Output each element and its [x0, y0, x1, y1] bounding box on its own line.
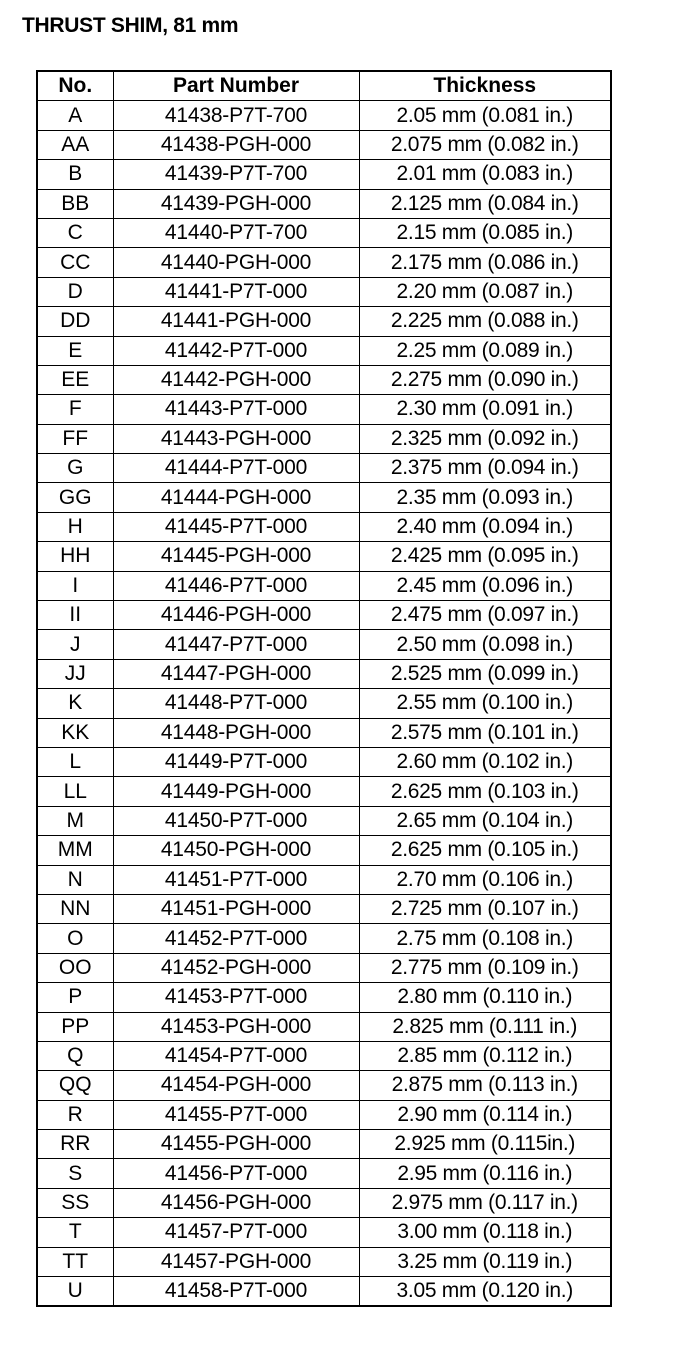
table-row: [37, 512, 611, 541]
cell-thickness: 2.425 mm (0.095 in.): [359, 542, 611, 571]
cell-part-number: 41450-P7T-000: [113, 806, 359, 835]
cell-part-number: 41451-PGH-000: [113, 894, 359, 923]
cell-part-number: 41443-P7T-000: [113, 395, 359, 424]
cell-thickness: 2.475 mm (0.097 in.): [359, 601, 611, 630]
cell-thickness: 2.725 mm (0.107 in.): [359, 894, 611, 923]
cell-part-number: 41442-P7T-000: [113, 336, 359, 365]
column-header-no: No.: [37, 71, 113, 101]
cell-no: A: [37, 101, 113, 130]
cell-part-number: 41456-P7T-000: [113, 1159, 359, 1188]
cell-no: T: [37, 1218, 113, 1247]
cell-part-number: 41438-PGH-000: [113, 130, 359, 159]
cell-thickness: 2.60 mm (0.102 in.): [359, 747, 611, 776]
table-row: [37, 836, 611, 865]
table-row: [37, 983, 611, 1012]
cell-thickness: 2.70 mm (0.106 in.): [359, 865, 611, 894]
table-row: [37, 1218, 611, 1247]
cell-part-number: 41444-PGH-000: [113, 483, 359, 512]
cell-no: BB: [37, 189, 113, 218]
cell-thickness: 2.875 mm (0.113 in.): [359, 1071, 611, 1100]
table-row: [37, 483, 611, 512]
table-row: [37, 1159, 611, 1188]
table-row: [37, 1012, 611, 1041]
column-header-thickness: Thickness: [359, 71, 611, 101]
table-row: [37, 659, 611, 688]
cell-part-number: 41441-PGH-000: [113, 307, 359, 336]
table-row: [37, 1188, 611, 1217]
table-row: [37, 307, 611, 336]
table-row: [37, 1041, 611, 1070]
cell-part-number: 41458-P7T-000: [113, 1277, 359, 1307]
cell-part-number: 41446-PGH-000: [113, 601, 359, 630]
table-row: [37, 718, 611, 747]
cell-part-number: 41453-P7T-000: [113, 983, 359, 1012]
cell-thickness: 2.625 mm (0.103 in.): [359, 777, 611, 806]
cell-thickness: 2.80 mm (0.110 in.): [359, 983, 611, 1012]
table-row: [37, 336, 611, 365]
table-row: [37, 424, 611, 453]
cell-thickness: 2.05 mm (0.081 in.): [359, 101, 611, 130]
cell-part-number: 41445-PGH-000: [113, 542, 359, 571]
cell-no: B: [37, 160, 113, 189]
table-row: [37, 218, 611, 247]
cell-no: TT: [37, 1247, 113, 1276]
cell-no: DD: [37, 307, 113, 336]
cell-thickness: 2.55 mm (0.100 in.): [359, 689, 611, 718]
cell-thickness: 2.95 mm (0.116 in.): [359, 1159, 611, 1188]
table-row: [37, 1100, 611, 1129]
cell-no: KK: [37, 718, 113, 747]
cell-part-number: 41455-PGH-000: [113, 1130, 359, 1159]
cell-thickness: 2.01 mm (0.083 in.): [359, 160, 611, 189]
cell-part-number: 41438-P7T-700: [113, 101, 359, 130]
table-row: [37, 277, 611, 306]
cell-part-number: 41449-P7T-000: [113, 747, 359, 776]
cell-no: K: [37, 689, 113, 718]
table-row: [37, 454, 611, 483]
cell-no: I: [37, 571, 113, 600]
page-title: THRUST SHIM, 81 mm: [22, 14, 239, 37]
table-row: [37, 160, 611, 189]
cell-part-number: 41445-P7T-000: [113, 512, 359, 541]
cell-thickness: 2.225 mm (0.088 in.): [359, 307, 611, 336]
cell-no: LL: [37, 777, 113, 806]
cell-thickness: 2.625 mm (0.105 in.): [359, 836, 611, 865]
cell-thickness: 2.825 mm (0.111 in.): [359, 1012, 611, 1041]
table-row: [37, 630, 611, 659]
table-row: [37, 1130, 611, 1159]
cell-no: Q: [37, 1041, 113, 1070]
cell-part-number: 41454-P7T-000: [113, 1041, 359, 1070]
cell-part-number: 41447-PGH-000: [113, 659, 359, 688]
cell-no: E: [37, 336, 113, 365]
table-row: [37, 1277, 611, 1307]
cell-thickness: 3.05 mm (0.120 in.): [359, 1277, 611, 1307]
table-row: [37, 571, 611, 600]
cell-thickness: 2.65 mm (0.104 in.): [359, 806, 611, 835]
cell-no: RR: [37, 1130, 113, 1159]
cell-thickness: 2.40 mm (0.094 in.): [359, 512, 611, 541]
cell-no: OO: [37, 953, 113, 982]
table-row: [37, 395, 611, 424]
cell-part-number: 41455-P7T-000: [113, 1100, 359, 1129]
cell-part-number: 41446-P7T-000: [113, 571, 359, 600]
cell-part-number: 41451-P7T-000: [113, 865, 359, 894]
cell-no: PP: [37, 1012, 113, 1041]
cell-part-number: 41456-PGH-000: [113, 1188, 359, 1217]
cell-no: M: [37, 806, 113, 835]
cell-thickness: 2.35 mm (0.093 in.): [359, 483, 611, 512]
cell-thickness: 2.45 mm (0.096 in.): [359, 571, 611, 600]
cell-no: NN: [37, 894, 113, 923]
table-row: [37, 806, 611, 835]
cell-no: R: [37, 1100, 113, 1129]
table-row: [37, 542, 611, 571]
cell-thickness: 2.075 mm (0.082 in.): [359, 130, 611, 159]
table-row: [37, 601, 611, 630]
table-row: [37, 365, 611, 394]
cell-no: HH: [37, 542, 113, 571]
cell-part-number: 41457-PGH-000: [113, 1247, 359, 1276]
cell-no: G: [37, 454, 113, 483]
cell-thickness: 2.275 mm (0.090 in.): [359, 365, 611, 394]
cell-thickness: 2.90 mm (0.114 in.): [359, 1100, 611, 1129]
cell-part-number: 41449-PGH-000: [113, 777, 359, 806]
cell-thickness: 2.175 mm (0.086 in.): [359, 248, 611, 277]
cell-thickness: 2.775 mm (0.109 in.): [359, 953, 611, 982]
cell-no: JJ: [37, 659, 113, 688]
cell-thickness: 2.50 mm (0.098 in.): [359, 630, 611, 659]
cell-no: S: [37, 1159, 113, 1188]
cell-no: C: [37, 218, 113, 247]
cell-no: N: [37, 865, 113, 894]
thrust-shim-table: [36, 70, 612, 1307]
cell-no: O: [37, 924, 113, 953]
cell-part-number: 41442-PGH-000: [113, 365, 359, 394]
cell-no: CC: [37, 248, 113, 277]
table-row: [37, 894, 611, 923]
cell-part-number: 41453-PGH-000: [113, 1012, 359, 1041]
table-header-row: [37, 71, 611, 101]
cell-part-number: 41457-P7T-000: [113, 1218, 359, 1247]
cell-thickness: 2.25 mm (0.089 in.): [359, 336, 611, 365]
table-row: [37, 689, 611, 718]
cell-no: P: [37, 983, 113, 1012]
table-row: [37, 953, 611, 982]
cell-thickness: 2.525 mm (0.099 in.): [359, 659, 611, 688]
cell-part-number: 41448-P7T-000: [113, 689, 359, 718]
cell-thickness: 2.30 mm (0.091 in.): [359, 395, 611, 424]
cell-thickness: 2.975 mm (0.117 in.): [359, 1188, 611, 1217]
cell-no: QQ: [37, 1071, 113, 1100]
table-row: [37, 924, 611, 953]
cell-part-number: 41441-P7T-000: [113, 277, 359, 306]
cell-part-number: 41450-PGH-000: [113, 836, 359, 865]
cell-part-number: 41452-PGH-000: [113, 953, 359, 982]
cell-no: F: [37, 395, 113, 424]
cell-part-number: 41452-P7T-000: [113, 924, 359, 953]
cell-no: H: [37, 512, 113, 541]
cell-part-number: 41439-PGH-000: [113, 189, 359, 218]
table-row: [37, 777, 611, 806]
cell-thickness: 2.325 mm (0.092 in.): [359, 424, 611, 453]
table-row: [37, 1247, 611, 1276]
cell-no: U: [37, 1277, 113, 1307]
cell-part-number: 41443-PGH-000: [113, 424, 359, 453]
cell-thickness: 2.20 mm (0.087 in.): [359, 277, 611, 306]
cell-no: L: [37, 747, 113, 776]
cell-part-number: 41448-PGH-000: [113, 718, 359, 747]
cell-no: D: [37, 277, 113, 306]
cell-no: FF: [37, 424, 113, 453]
cell-thickness: 2.85 mm (0.112 in.): [359, 1041, 611, 1070]
cell-no: II: [37, 601, 113, 630]
cell-no: GG: [37, 483, 113, 512]
table-row: [37, 865, 611, 894]
cell-no: J: [37, 630, 113, 659]
cell-part-number: 41440-PGH-000: [113, 248, 359, 277]
cell-thickness: 2.125 mm (0.084 in.): [359, 189, 611, 218]
table-row: [37, 101, 611, 130]
cell-part-number: 41440-P7T-700: [113, 218, 359, 247]
table-row: [37, 1071, 611, 1100]
cell-no: SS: [37, 1188, 113, 1217]
cell-no: EE: [37, 365, 113, 394]
column-header-part-number: Part Number: [113, 71, 359, 101]
cell-part-number: 41454-PGH-000: [113, 1071, 359, 1100]
cell-thickness: 2.15 mm (0.085 in.): [359, 218, 611, 247]
cell-part-number: 41439-P7T-700: [113, 160, 359, 189]
table-row: [37, 248, 611, 277]
cell-no: MM: [37, 836, 113, 865]
table-row: [37, 189, 611, 218]
table-row: [37, 130, 611, 159]
table-row: [37, 747, 611, 776]
cell-part-number: 41447-P7T-000: [113, 630, 359, 659]
cell-thickness: 2.575 mm (0.101 in.): [359, 718, 611, 747]
cell-thickness: 2.375 mm (0.094 in.): [359, 454, 611, 483]
cell-thickness: 3.00 mm (0.118 in.): [359, 1218, 611, 1247]
cell-thickness: 2.925 mm (0.115in.): [359, 1130, 611, 1159]
cell-thickness: 3.25 mm (0.119 in.): [359, 1247, 611, 1276]
cell-part-number: 41444-P7T-000: [113, 454, 359, 483]
cell-thickness: 2.75 mm (0.108 in.): [359, 924, 611, 953]
cell-no: AA: [37, 130, 113, 159]
